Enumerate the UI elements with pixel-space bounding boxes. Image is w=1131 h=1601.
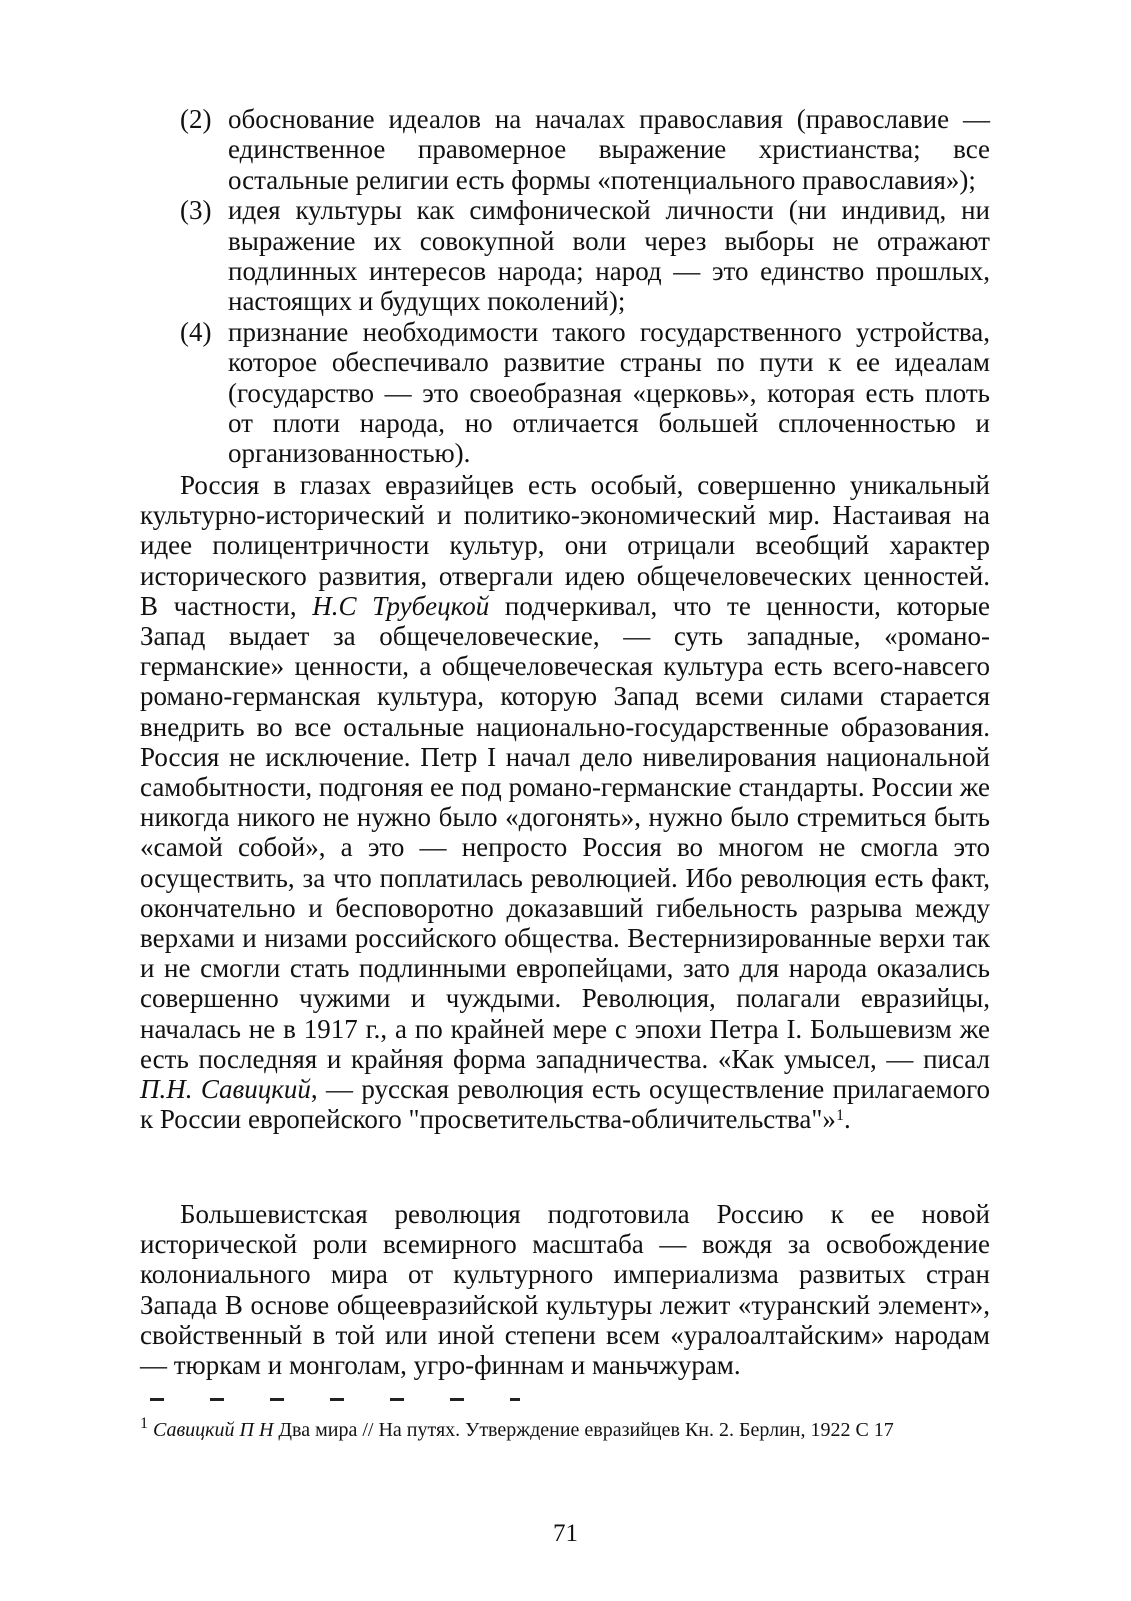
paragraph-text: Россия в глазах евразийцев есть особый, совершенно уникальный культурно-исторический и политико-экономический мир. Настаивая на идее полицентричности культур, они отрицали всеобщий характер исторического развития, отвергали идею общечеловеческих ценностей. В частности,	[140, 470, 990, 621]
list-item	[180, 104, 990, 195]
author-name: П.Н. Савицкий	[140, 1074, 311, 1105]
list-item-text: признание необходимости такого государственного устройства, которое обеспечивало развитие страны по пути к ее идеалам (государство — это своеобразная «церковь», которая есть плоть от плоти народа, но отличается большей сплоченностью и организованностью).	[228, 316, 990, 469]
footnote-divider	[150, 1398, 520, 1401]
footnote-mark: 1	[140, 1415, 148, 1432]
list-item-number: (2)	[180, 104, 212, 134]
list-item	[180, 195, 990, 317]
paragraph-text: .	[843, 1104, 851, 1135]
numbered-list	[180, 104, 990, 469]
list-item-number: (4)	[180, 316, 212, 347]
page-number: 71	[553, 1520, 578, 1547]
list-item-text: идея культуры как симфонической личности (ни индивид, ни выражение их совокупной воли через выборы не отражают подлинных интересов народа; народ — это единство прошлых, настоящих и будущих поколений);	[228, 195, 990, 317]
footnote-reference: 1	[835, 1107, 844, 1125]
body-paragraph: Большевистская революция подготовила Россию к ее новой исторической роли всемирного масштаба — вождя за освобождение колониального мира от культурного империализма развитых стран Запада В основе общеевразийской культуры лежит «туранский элемент», свойственный в той или иной степени всем «уралоалтайским» народам — тюркам и монголам, угро-финнам и маньчжурам.	[140, 1199, 990, 1381]
author-name: Н.С Трубецкой	[312, 590, 490, 621]
footnote	[140, 1415, 990, 1442]
paragraph-text: , — русская революция есть осуществление прилагаемого к России европейского "просветительства-обличительства"»	[140, 1074, 990, 1135]
list-item-number: (3)	[180, 195, 212, 226]
footnote-author: Савицкий П Н	[153, 1419, 274, 1441]
paragraph-text: подчеркивал, что те ценности, которые Запад выдает за общечеловеческие, — суть западные, «романо-германские» ценности, а общечеловеческая культура есть всего-навсего романо-германская культура, которую Запад всеми силами старается внедрить во все остальные национально-государственные образования. Россия не исключение. Петр I начал дело нивелирования национальной самобытности, подгоняя ее под романо-германские стандарты. России же никогда никого не нужно было «догонять», нужно было стремиться быть «самой собой», а это — непросто Россия во многом не смогла это осуществить, за что поплатилась революцией. Ибо революция есть факт, окончательно и бесповоротно доказавший гибельность разрыва между верхами и низами российского общества. Вестернизированные верхи так и не смогли стать подлинными европейцами, зато для народа оказались совершенно чужими и чуждыми. Революция, полагали евразийцы, началась не в 1917 г., а по крайней мере с эпохи Петра I. Большевизм же есть последняя и крайняя форма западничества. «Как умысел, — писал	[140, 590, 990, 1074]
body-paragraph	[140, 470, 990, 1134]
list-item-text: обоснование идеалов на началах православия (православие — единственное правомерное выражение христианства; все остальные религии есть формы «потенциального православия»);	[228, 104, 990, 195]
footnote-text: Два мира // На путях. Утверждение евразийцев Кн. 2. Берлин, 1922 С 17	[273, 1419, 894, 1441]
list-item	[180, 317, 990, 469]
